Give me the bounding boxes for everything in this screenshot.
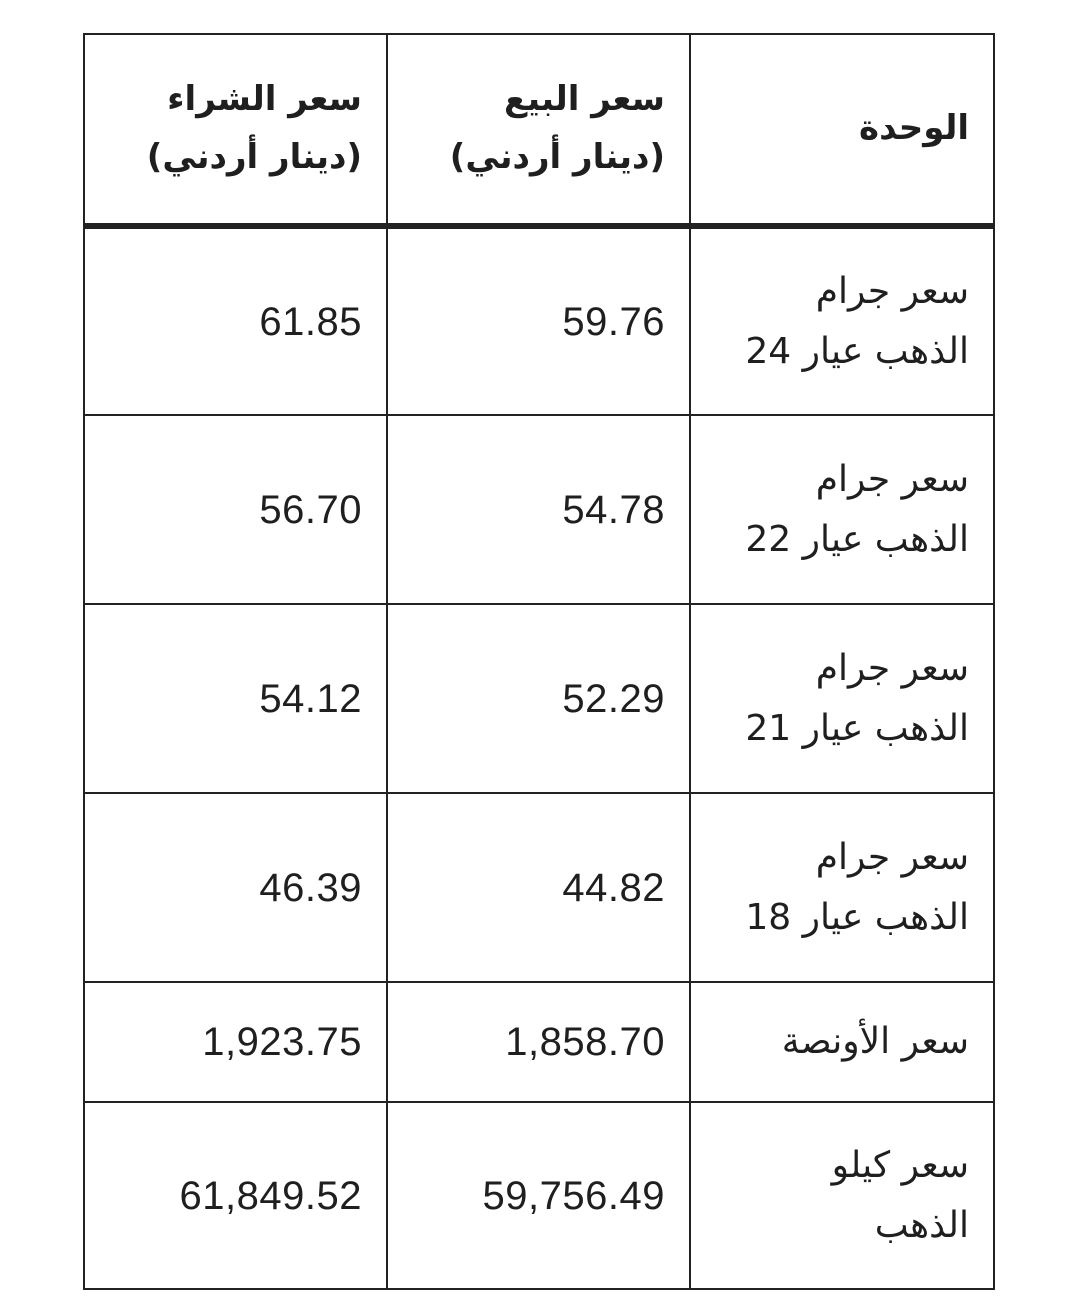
header-sell-currency: (دينار أردني) xyxy=(449,137,665,177)
cell-buy-price: 56.70 xyxy=(84,415,387,604)
table-row-gram-18k xyxy=(84,793,994,982)
header-unit-label: الوحدة xyxy=(859,108,969,149)
header-sell-price xyxy=(387,34,690,226)
header-buy-title: سعر الشراء xyxy=(167,79,362,120)
table-header-row xyxy=(84,34,994,226)
cell-sell-price: 59,756.49 xyxy=(387,1102,690,1289)
table-row-gram-21k xyxy=(84,604,994,793)
unit-line2: الذهب عيار 18 xyxy=(745,896,969,938)
header-buy-price xyxy=(84,34,387,226)
unit-line2: الذهب عيار 22 xyxy=(745,518,969,560)
cell-unit xyxy=(690,1102,994,1289)
unit-line1: سعر جرام xyxy=(815,271,969,313)
header-sell-title: سعر البيع xyxy=(503,79,665,120)
cell-unit xyxy=(690,226,994,415)
cell-unit xyxy=(690,604,994,793)
cell-unit xyxy=(690,793,994,982)
header-unit xyxy=(690,34,994,226)
table-row-ounce xyxy=(84,982,994,1102)
table-row-gram-24k xyxy=(84,226,994,415)
unit-line1: سعر جرام xyxy=(815,648,969,690)
cell-buy-price: 46.39 xyxy=(84,793,387,982)
cell-sell-price: 59.76 xyxy=(387,226,690,415)
cell-buy-price: 1,923.75 xyxy=(84,982,387,1102)
gold-price-table xyxy=(83,33,995,1290)
cell-buy-price: 61,849.52 xyxy=(84,1102,387,1289)
unit-line1: سعر الأونصة xyxy=(781,1021,969,1063)
unit-line1: سعر كيلو xyxy=(831,1145,969,1187)
table-row-kilo xyxy=(84,1102,994,1289)
cell-unit xyxy=(690,415,994,604)
unit-line2: الذهب xyxy=(874,1204,969,1246)
unit-line2: الذهب عيار 21 xyxy=(745,707,969,749)
header-buy-currency: (دينار أردني) xyxy=(146,137,362,177)
cell-sell-price: 52.29 xyxy=(387,604,690,793)
cell-buy-price: 61.85 xyxy=(84,226,387,415)
gold-price-table-container xyxy=(83,33,993,1290)
table-row-gram-22k xyxy=(84,415,994,604)
cell-sell-price: 1,858.70 xyxy=(387,982,690,1102)
unit-line2: الذهب عيار 24 xyxy=(745,330,969,372)
cell-buy-price: 54.12 xyxy=(84,604,387,793)
cell-sell-price: 44.82 xyxy=(387,793,690,982)
unit-line1: سعر جرام xyxy=(815,837,969,879)
unit-line1: سعر جرام xyxy=(815,459,969,501)
cell-sell-price: 54.78 xyxy=(387,415,690,604)
cell-unit xyxy=(690,982,994,1102)
